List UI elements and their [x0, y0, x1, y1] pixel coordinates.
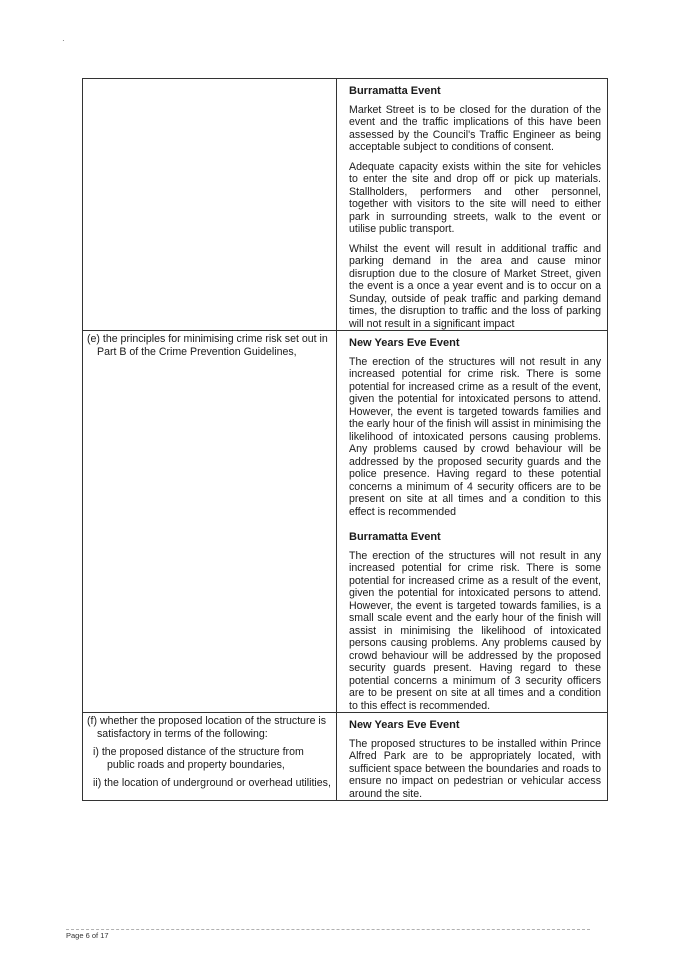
- table-row: [83, 713, 608, 801]
- assessment-cell: [337, 713, 608, 801]
- section-heading: New Years Eve Event: [349, 719, 460, 731]
- footer-divider: [66, 929, 590, 930]
- criterion-cell: [83, 713, 337, 801]
- section-heading: New Years Eve Event: [349, 337, 460, 349]
- assessment-cell: [337, 331, 608, 713]
- paragraph: Market Street is to be closed for the duration of the event and the traffic implications of this have been assessed by the Council's Traffic Engineer as being acceptable subject to conditions of consent.: [349, 103, 601, 153]
- section-heading: Burramatta Event: [349, 85, 441, 97]
- paragraph: The erection of the structures will not result in any increased potential for crime risk. There is some potential for increased crime as a result of the event, given the potential for intoxicated persons to attend. However, the event is targeted towards families and the early hour of the finish will assist in minimising the likelihood of intoxicated persons causing problems. Any problems caused by crowd behaviour will be addressed by the proposed security guards and the police presence. Having regard to these potential concerns a minimum of 4 security officers are to be present on site at all times and a condition to this effect is recommended: [349, 355, 601, 518]
- sub-criterion: ii) the location of underground or overhead utilities,: [93, 777, 331, 789]
- scan-marks: ·: [62, 36, 65, 45]
- paragraph: Whilst the event will result in additional traffic and parking demand in the area and cause minor disruption due to the closure of Market Street, given the event is a once a year event and is to occur on a Sunday, outside of peak traffic and parking demand times, the disruption to traffic and the loss of parking will not result in a significant impact: [349, 242, 601, 330]
- criterion-cell: [83, 331, 337, 713]
- sub-criterion: i) the proposed distance of the structure from public roads and property boundaries,: [93, 746, 304, 771]
- paragraph: The proposed structures to be installed within Prince Alfred Park are to be appropriately located, with sufficient space between the boundaries and roads to ensure no impact on pedestrian or vehicular access around the site.: [349, 737, 601, 800]
- assessment-table: [82, 78, 608, 801]
- table-row: [83, 331, 608, 713]
- criterion-text: (e) the principles for minimising crime risk set out in Part B of the Crime Prevention Guidelines,: [87, 333, 328, 358]
- section-heading: Burramatta Event: [349, 531, 441, 543]
- criterion-text: (f) whether the proposed location of the structure is satisfactory in terms of the following:: [87, 715, 327, 740]
- paragraph: The erection of the structures will not result in any increased potential for crime risk. There is some potential for increased crime as a result of the event, given the potential for intoxicated persons to attend. However, the event is targeted towards families, is a small scale event and the early hour of the finish will assist in minimising the likelihood of intoxicated persons causing problems. Any problems caused by crowd behaviour will be addressed by the proposed security guards present. Having regard to these potential concerns a minimum of 3 security officers are to be present on site at all times and a condition to this effect is recommended.: [349, 549, 601, 712]
- assessment-cell: [337, 79, 608, 331]
- page-number: Page 6 of 17: [66, 931, 109, 940]
- criterion-cell: [83, 79, 337, 331]
- paragraph: Adequate capacity exists within the site for vehicles to enter the site and drop off or pick up materials. Stallholders, performers and other personnel, together with visitors to the site will need to either park in surrounding streets, walk to the event or utilise public transport.: [349, 160, 601, 235]
- table-row: [83, 79, 608, 331]
